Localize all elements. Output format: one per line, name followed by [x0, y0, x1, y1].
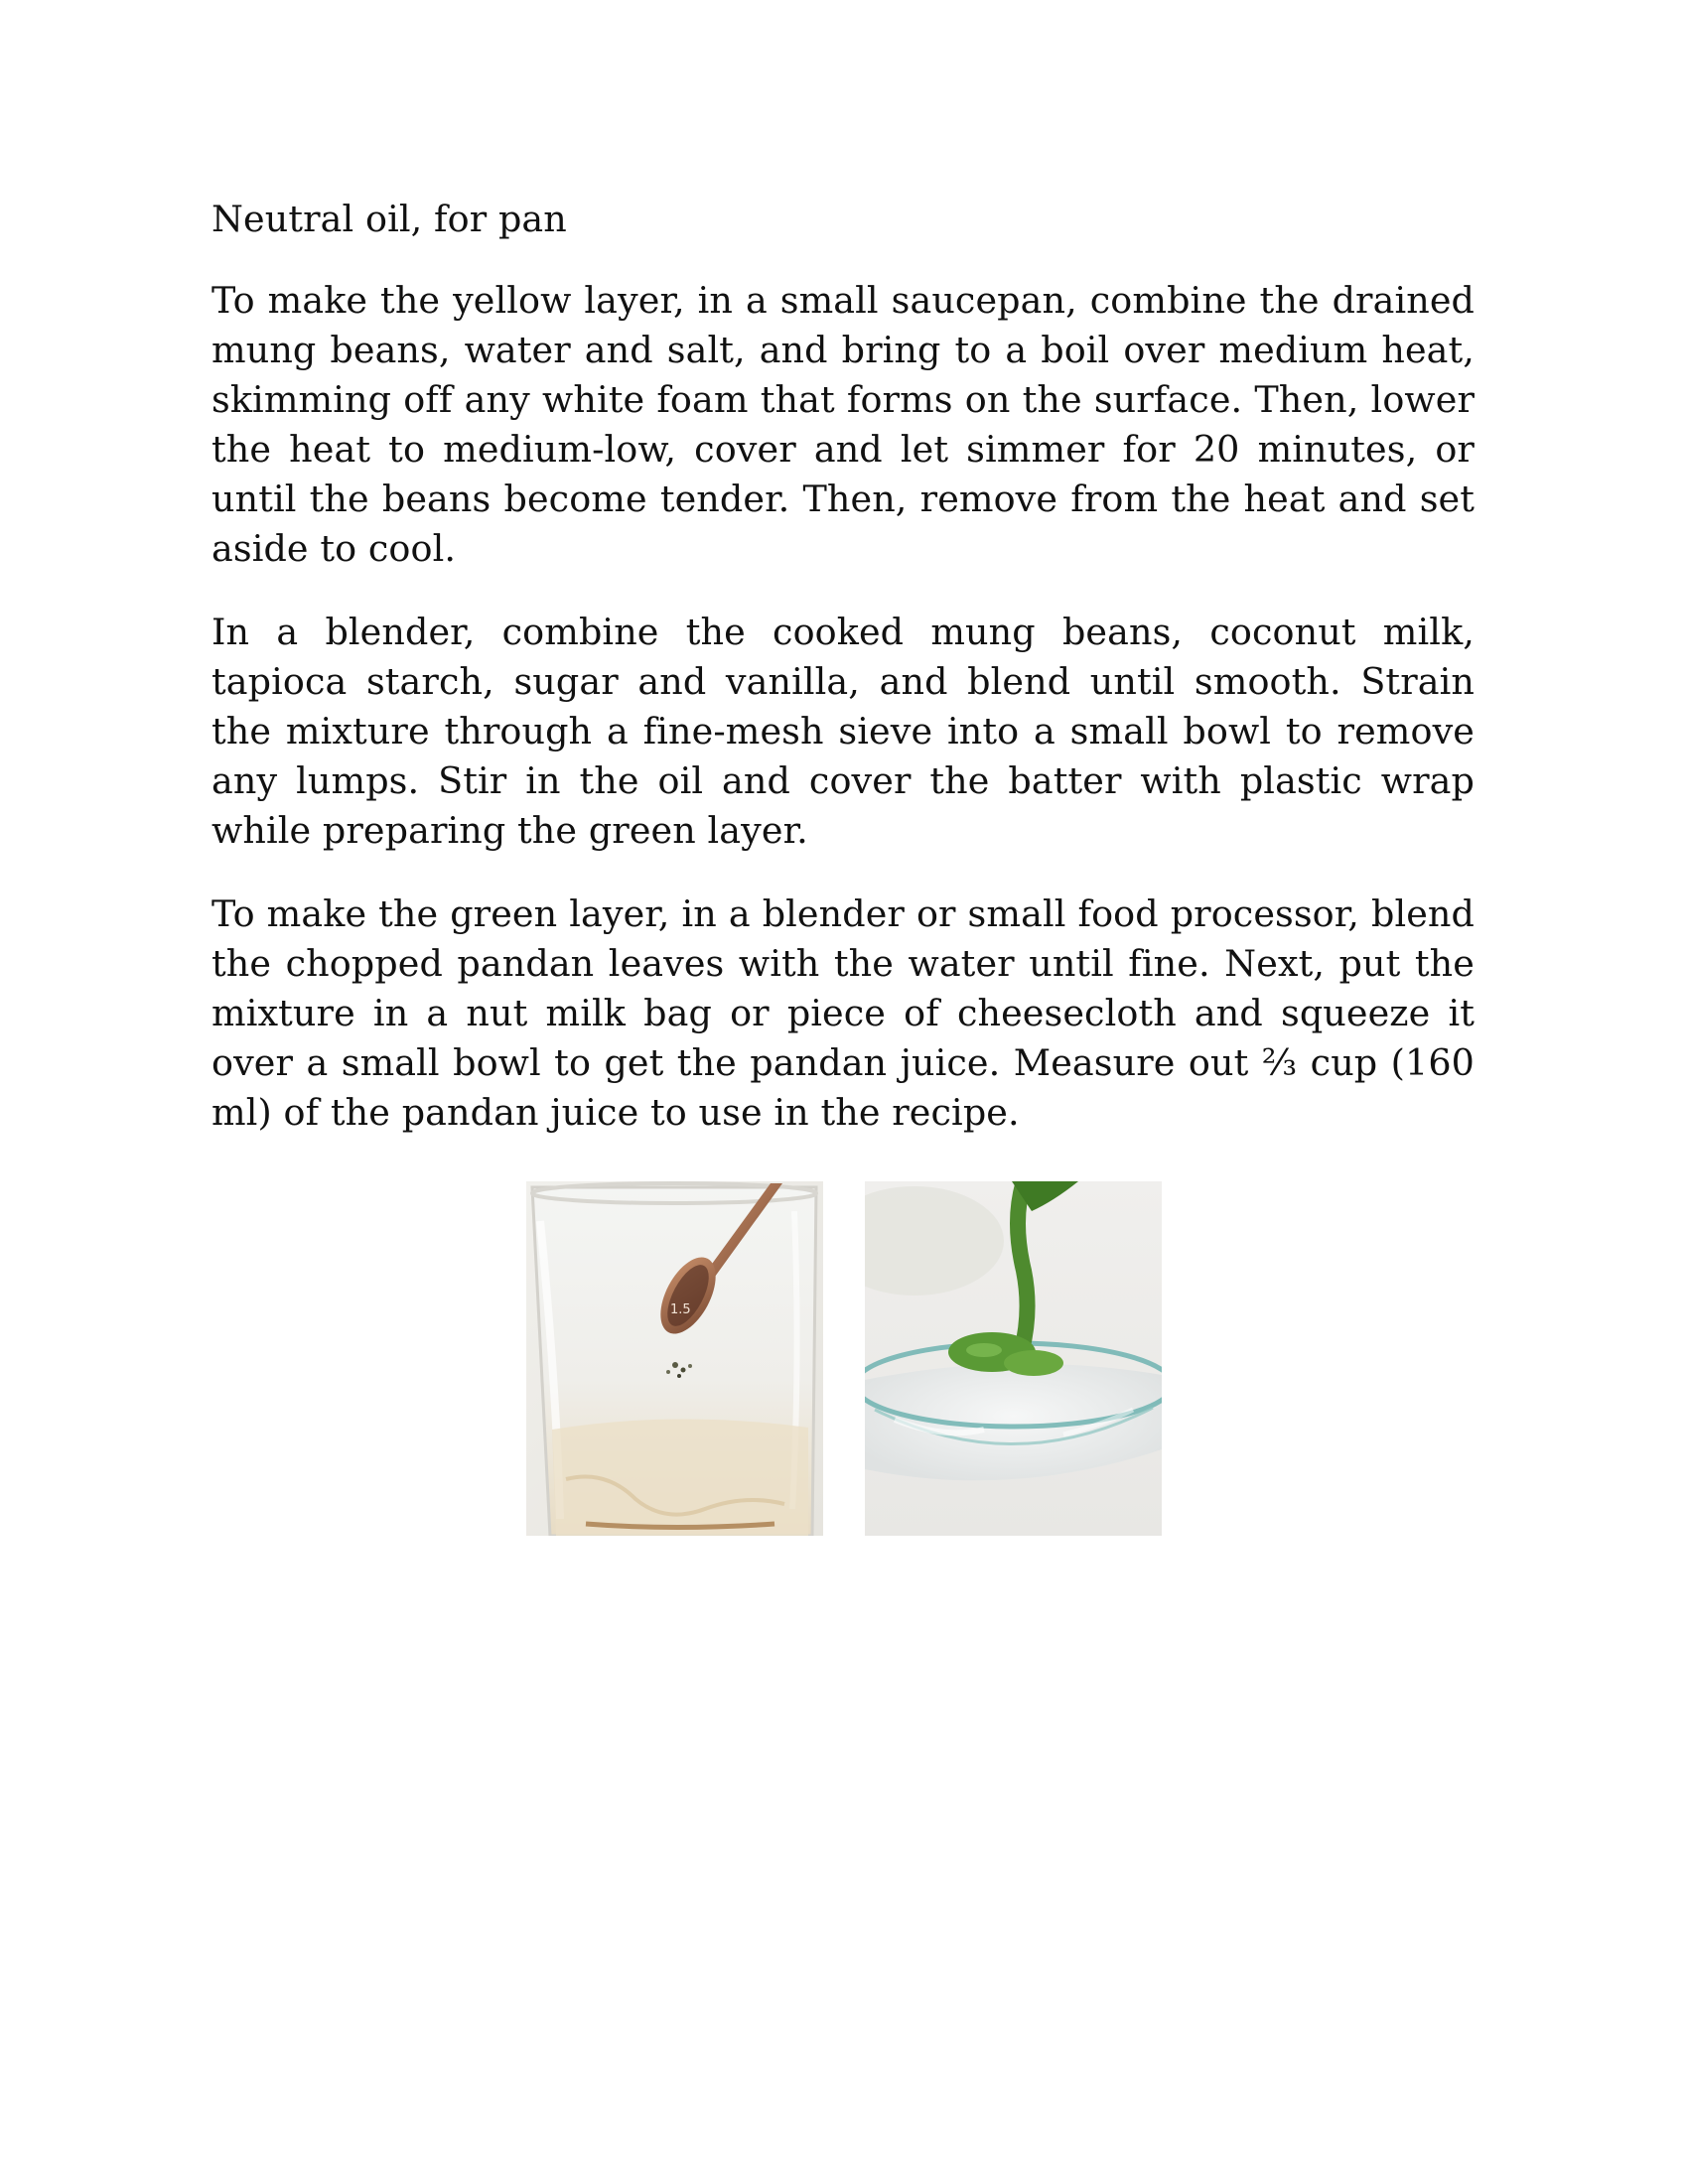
ingredient-line: Neutral oil, for pan [211, 198, 567, 240]
blender-step: In a blender, combine the cooked mung beans, coconut milk, tapioca starch, sugar and vanilla, and blend until smooth. Strain the mixture through a fine-mesh sieve into a small bowl to remove any lumps. Stir in the oil and cover the batter with plastic wrap while preparing the green layer. [211, 611, 1475, 852]
green-layer-step: To make the green layer, in a blender or small food processor, blend the chopped pandan leaves with the water until fine. Next, put the mixture in a nut milk bag or piece of cheesecloth and squeeze it over a small bowl to get the pandan juice. Measure out ⅔ cup (160 ml) of the pandan juice to use in the recipe. [211, 892, 1475, 1134]
step-photos [526, 1181, 1162, 1536]
recipe-text [211, 195, 1475, 1171]
pandan-juice-photo [865, 1181, 1162, 1536]
spoon-label: 1.5 [670, 1302, 691, 1317]
blender-photo [526, 1181, 823, 1536]
yellow-layer-step: To make the yellow layer, in a small saucepan, combine the drained mung beans, water and salt, and bring to a boil over medium heat, skimming off any white foam that forms on the surface. Then, lower the heat to medium-low, cover and let simmer for 20 minutes, or until the beans become tender. Then, remove from the heat and set aside to cool. [211, 279, 1475, 570]
